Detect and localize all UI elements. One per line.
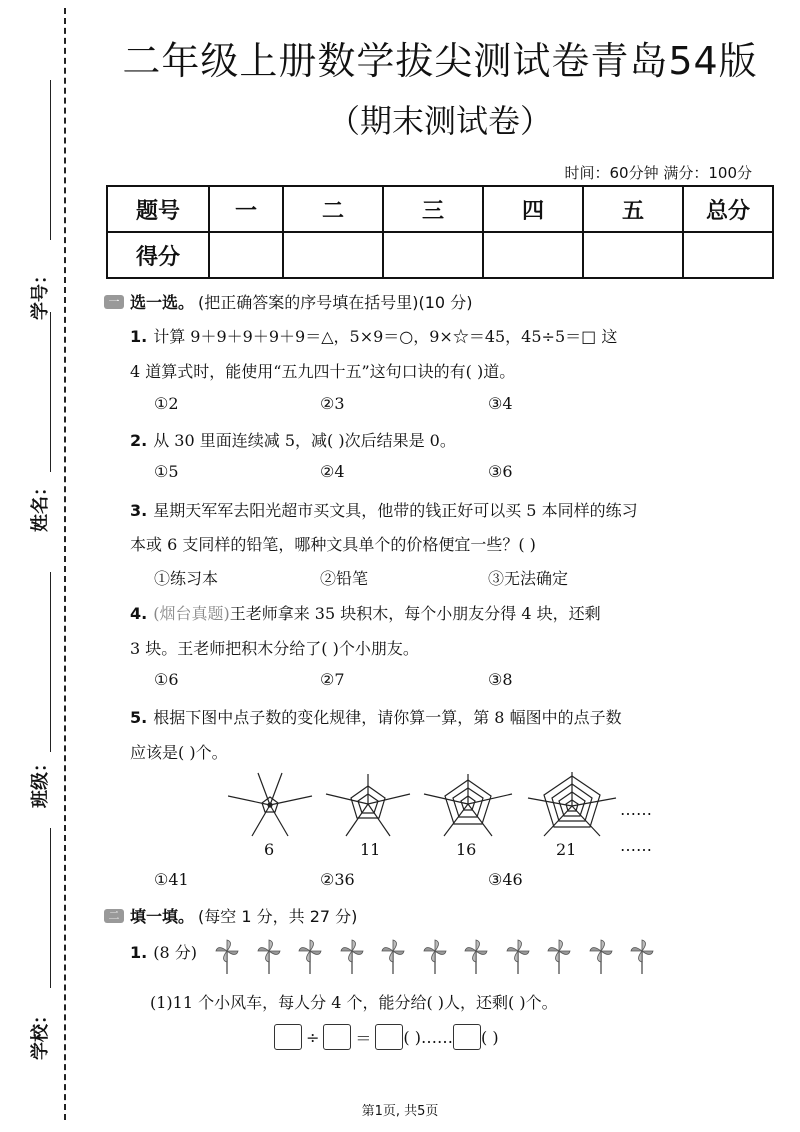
windmill-icon (297, 938, 323, 974)
divide-sign: ÷ (306, 1027, 320, 1047)
question-text: 根据下图中点子数的变化规律，请你算一算，第 8 幅图中的点子数 (153, 708, 622, 727)
windmill-icon (505, 938, 531, 974)
windmill-icon (629, 938, 655, 974)
option[interactable]: ①2 (154, 394, 179, 413)
equals-sign: ＝ (355, 1028, 372, 1048)
option[interactable]: ③4 (488, 394, 513, 413)
score-header-cell: 三 (383, 186, 483, 232)
student-id-label: 学号： (30, 266, 51, 320)
score-cell[interactable] (383, 232, 483, 278)
windmill-icon (256, 938, 282, 974)
question-text: 王老师拿来 35 块积木，每个小朋友分得 4 块，还剩 (229, 604, 601, 623)
ellipsis: …… (620, 836, 652, 855)
question-number: 1. (130, 327, 148, 346)
option[interactable]: ①6 (154, 670, 179, 689)
remainder-dots: …… (421, 1027, 453, 1047)
question-line (130, 705, 622, 728)
score-header-cell: 总分 (683, 186, 773, 232)
question-line (130, 428, 456, 451)
windmill-icon (214, 938, 240, 974)
windmill-icon (463, 938, 489, 974)
question-line: 4 道算式时，能使用“五九四十五”这句口诀的有( )道。 (130, 362, 516, 381)
dot-figure-3 (424, 774, 512, 836)
score-table (106, 185, 774, 279)
section1-heading (104, 290, 472, 313)
question-line (130, 940, 197, 963)
windmill-icon (380, 938, 406, 974)
section2-badge: 二 (104, 909, 124, 923)
class-label: 班级： (30, 754, 51, 808)
score-header-cell: 题号 (107, 186, 209, 232)
score-cell[interactable] (209, 232, 283, 278)
option[interactable]: ①41 (154, 870, 189, 889)
figure-label: 11 (360, 840, 381, 859)
dot-figure-1 (228, 773, 312, 836)
windmill-icon (422, 938, 448, 974)
windmill-icon (546, 938, 572, 974)
question-number: 3. (130, 501, 148, 520)
question-number: 5. (130, 708, 148, 727)
question-text: 星期天军军去阳光超市买文具，他带的钱正好可以买 5 本同样的练习 (153, 501, 638, 520)
question-line (130, 324, 617, 347)
option[interactable]: ③46 (488, 870, 523, 889)
question-points: (8 分) (153, 943, 197, 962)
division-equation (274, 1024, 499, 1050)
dot-figure-2 (326, 774, 410, 836)
section1-badge: 一 (104, 295, 124, 309)
score-header-row (107, 186, 773, 232)
answer-box[interactable] (274, 1024, 302, 1050)
option[interactable]: ①5 (154, 462, 179, 481)
question-number: 4. (130, 604, 148, 623)
binding-dashed-line (64, 8, 66, 1120)
question-source: (烟台真题) (153, 604, 230, 623)
question-line: 应该是( )个。 (130, 743, 228, 762)
question-line: (1)11 个小风车，每人分 4 个，能分给( )人，还剩( )个。 (150, 993, 558, 1012)
figure-label: 6 (264, 840, 275, 859)
figure-label: 16 (456, 840, 477, 859)
dot-figure-4 (528, 772, 616, 836)
option[interactable]: ②7 (320, 670, 345, 689)
question-number: 2. (130, 431, 148, 450)
ellipsis: …… (620, 800, 652, 819)
unit-paren[interactable]: ( ) (403, 1027, 421, 1047)
section2-title: 填一填。 (130, 907, 195, 926)
score-row (107, 232, 773, 278)
figure-label: 21 (556, 840, 577, 859)
answer-box[interactable] (323, 1024, 351, 1050)
question-line (130, 498, 638, 521)
windmill-icon (339, 938, 365, 974)
answer-box[interactable] (453, 1024, 481, 1050)
page-title: 二年级上册数学拔尖测试卷青岛54版 (122, 39, 758, 83)
score-cell[interactable] (483, 232, 583, 278)
score-cell[interactable] (683, 232, 773, 278)
option[interactable]: ②3 (320, 394, 345, 413)
page-footer: 第1页, 共5页 (361, 1104, 439, 1119)
score-cell[interactable] (583, 232, 683, 278)
score-header-cell: 一 (209, 186, 283, 232)
question-text: 计算 9＋9＋9＋9＋9＝△，5×9＝○，9×☆＝45，45÷5＝□ 这 (153, 327, 618, 346)
option[interactable]: ①练习本 (154, 569, 219, 588)
question-line: 本或 6 支同样的铅笔，哪种文具单个的价格便宜一些？( ) (130, 535, 536, 554)
dot-pattern-figures (228, 770, 618, 840)
option[interactable]: ②铅笔 (320, 569, 369, 588)
option[interactable]: ②36 (320, 870, 355, 889)
question-line: 3 块。王老师把积木分给了( )个小朋友。 (130, 639, 419, 658)
question-line (130, 601, 601, 624)
answer-box[interactable] (375, 1024, 403, 1050)
score-header-cell: 二 (283, 186, 383, 232)
section1-note: (把正确答案的序号填在括号里)(10 分) (198, 293, 473, 312)
page-subtitle: （期末测试卷） (327, 102, 552, 140)
time-info: 时间：60分钟 满分：100分 (564, 164, 752, 182)
option[interactable]: ③6 (488, 462, 513, 481)
score-header-cell: 四 (483, 186, 583, 232)
section1-title: 选一选。 (130, 293, 195, 312)
unit-paren[interactable]: ( ) (481, 1027, 499, 1047)
section2-heading (104, 904, 357, 927)
score-header-cell: 五 (583, 186, 683, 232)
score-row-label: 得分 (107, 232, 209, 278)
section2-note: (每空 1 分，共 27 分) (198, 907, 358, 926)
windmill-icon (588, 938, 614, 974)
option[interactable]: ③8 (488, 670, 513, 689)
name-label: 姓名： (30, 478, 51, 532)
score-cell[interactable] (283, 232, 383, 278)
school-label: 学校： (30, 1006, 51, 1060)
question-text: 从 30 里面连续减 5，减( )次后结果是 0。 (153, 431, 456, 450)
question-number: 1. (130, 943, 148, 962)
option[interactable]: ③无法确定 (488, 569, 569, 588)
option[interactable]: ②4 (320, 462, 345, 481)
